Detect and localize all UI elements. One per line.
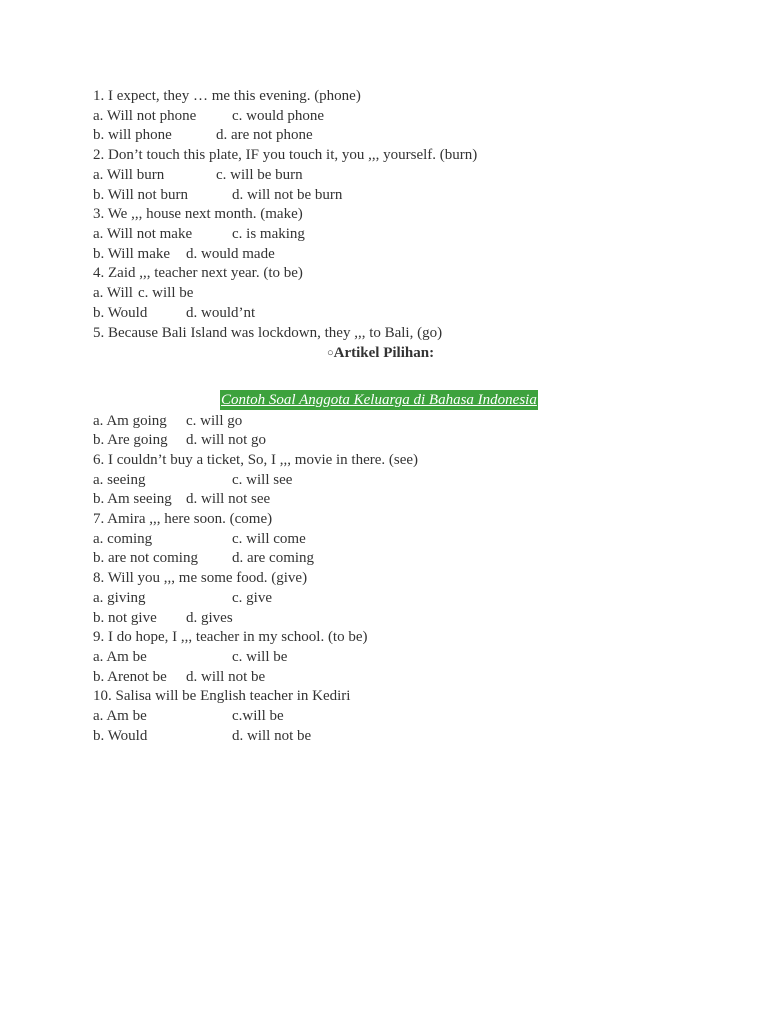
- option-a: a. Will burn: [93, 167, 165, 183]
- option-b: b. Are going: [93, 432, 168, 448]
- question-8: [93, 568, 307, 588]
- options-row: [93, 470, 293, 490]
- question-3: [93, 204, 303, 224]
- option-b: b. will phone: [93, 127, 172, 143]
- option-a: a. seeing: [93, 472, 146, 488]
- options-row: [93, 430, 267, 450]
- question-text: 1. I expect, they … me this evening. (phone): [93, 88, 361, 104]
- question-text: 3. We ,,, house next month. (make): [93, 206, 303, 222]
- question-2: [93, 145, 477, 165]
- option-a: a. giving: [93, 590, 146, 606]
- option-c: c. will be: [232, 649, 288, 665]
- question-1: [93, 86, 361, 106]
- option-b: b. Arenot be: [93, 669, 167, 685]
- option-b: b. are not coming: [93, 550, 198, 566]
- options-row: [93, 667, 266, 687]
- options-row: [93, 529, 306, 549]
- options-row: [93, 244, 275, 264]
- option-c: c. will come: [232, 531, 306, 547]
- question-7: [93, 509, 272, 529]
- option-a: a. Am going: [93, 413, 167, 429]
- option-c: c. will be burn: [216, 167, 303, 183]
- option-d: d. will not be burn: [232, 187, 343, 203]
- question-text: 10. Salisa will be English teacher in Kediri: [93, 688, 351, 704]
- option-b: b. not give: [93, 610, 157, 626]
- option-c: c. will be: [138, 285, 194, 301]
- question-4: [93, 263, 303, 283]
- option-b: b. Would: [93, 728, 148, 744]
- options-row: [93, 489, 271, 509]
- options-row: [93, 185, 343, 205]
- option-c: c. give: [232, 590, 272, 606]
- option-a: a. Am be: [93, 649, 147, 665]
- question-text: 2. Don’t touch this plate, IF you touch it, you ,,, yourself. (burn): [93, 147, 478, 163]
- options-row: [93, 608, 233, 628]
- circle-icon: ○: [327, 347, 334, 359]
- question-text: 4. Zaid ,,, teacher next year. (to be): [93, 265, 303, 281]
- question-text: 6. I couldn’t buy a ticket, So, I ,,, movie in there. (see): [93, 452, 419, 468]
- article-link[interactable]: Contoh Soal Anggota Keluarga di Bahasa Indonesia: [221, 392, 537, 408]
- option-c: c. will see: [232, 472, 293, 488]
- option-d: d. are not phone: [216, 127, 313, 143]
- question-10: [93, 686, 350, 706]
- option-b: b. Will not burn: [93, 187, 188, 203]
- option-a: a. coming: [93, 531, 153, 547]
- option-d: d. are coming: [232, 550, 315, 566]
- options-row: [93, 647, 288, 667]
- option-a: a. Will: [93, 285, 133, 301]
- option-c: c. is making: [232, 226, 305, 242]
- options-row: [93, 165, 303, 185]
- options-row: [93, 548, 315, 568]
- options-row: [93, 283, 194, 303]
- question-9: [93, 627, 368, 647]
- option-d: d. will not see: [186, 491, 271, 507]
- option-d: d. would made: [186, 246, 275, 262]
- question-text: 5. Because Bali Island was lockdown, they ,,, to Bali, (go): [93, 325, 443, 341]
- question-text: 8. Will you ,,, me some food. (give): [93, 570, 308, 586]
- option-a: a. Will not make: [93, 226, 193, 242]
- options-row: [93, 303, 256, 323]
- option-b: b. Am seeing: [93, 491, 172, 507]
- article-header-label: Artikel Pilihan:: [333, 345, 435, 361]
- options-row: [93, 411, 243, 431]
- option-b: b. Would: [93, 305, 148, 321]
- option-a: a. Will not phone: [93, 108, 197, 124]
- option-c: c.will be: [232, 708, 284, 724]
- article-header: [327, 343, 434, 363]
- option-c: c. will go: [186, 413, 243, 429]
- question-6: [93, 450, 418, 470]
- question-5: [93, 323, 442, 343]
- options-row: [93, 706, 284, 726]
- option-d: d. would’nt: [186, 305, 256, 321]
- option-c: c. would phone: [232, 108, 325, 124]
- option-b: b. Will make: [93, 246, 171, 262]
- option-a: a. Am be: [93, 708, 147, 724]
- option-d: d. will not be: [186, 669, 266, 685]
- option-d: d. will not be: [232, 728, 312, 744]
- options-row: [93, 106, 325, 126]
- question-text: 7. Amira ,,, here soon. (come): [93, 511, 273, 527]
- options-row: [93, 726, 312, 746]
- options-row: [93, 224, 305, 244]
- options-row: [93, 588, 272, 608]
- option-d: d. will not go: [186, 432, 267, 448]
- options-row: [93, 125, 313, 145]
- option-d: d. gives: [186, 610, 233, 626]
- question-text: 9. I do hope, I ,,, teacher in my school. (to be): [93, 629, 368, 645]
